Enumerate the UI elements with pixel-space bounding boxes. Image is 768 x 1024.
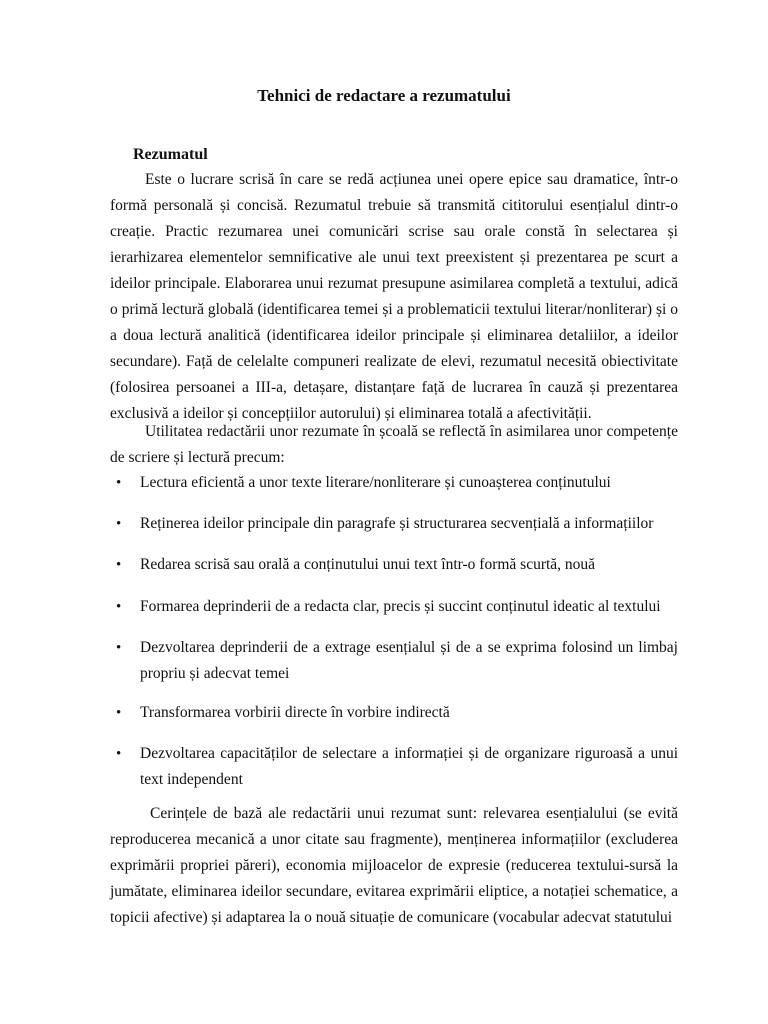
paragraph-utility: Utilitatea redactării unor rezumate în școală se reflectă în asimilarea unor competențe de scriere și lectură precum:: [110, 423, 678, 466]
paragraph-requirements: Cerințele de bază ale redactării unui rezumat sunt: relevarea esențialului (se evită reproducerea mecanică a unor citate sau fragmente), menținerea informațiilor (excluderea exprimării propriei păreri), economia mijloacelor de expresie (reducerea textului-sursă la jumătate, eliminarea ideilor secundare, evitarea exprimării eliptice, a notației schematice, a topicii afective) și adaptarea la o nouă situație de comunicare (vocabular adecvat statutului: [110, 805, 678, 926]
bullet-icon: •: [116, 557, 122, 573]
list-item-text: Redarea scrisă sau orală a conținutului unui text într-o formă scurtă, nouă: [140, 556, 596, 573]
document-title: Tehnici de redactare a rezumatului: [257, 86, 511, 105]
list-item: [110, 635, 678, 687]
list-item-text: Reținerea ideilor principale din paragrafe și structurarea secvențială a informațiilor: [140, 515, 654, 532]
list-item: [110, 552, 678, 578]
list-item-text: Transformarea vorbirii directe în vorbire indirectă: [140, 704, 450, 721]
list-item-text: Formarea deprinderii de a redacta clar, precis și succint conținutul ideatic al textului: [140, 598, 661, 615]
bullet-icon: •: [116, 599, 122, 615]
bullet-icon: •: [116, 516, 122, 532]
list-item: [110, 470, 678, 496]
list-item-text: Dezvoltarea capacităților de selectare a informației și de organizare riguroasă a unui text independent: [140, 745, 678, 788]
list-item: [110, 741, 678, 793]
list-item: [110, 511, 678, 537]
list-item: [110, 594, 678, 620]
bullet-icon: •: [116, 705, 122, 721]
bullet-icon: •: [116, 640, 122, 656]
paragraph-definition: Este o lucrare scrisă în care se redă acțiunea unei opere epice sau dramatice, într-o formă personală și concisă. Rezumatul trebuie să transmită cititorului esențialul dintr-o creație. Practic rezumarea unei comunicări scrise sau orale constă în selectarea și ierarhizarea elementelor semnificative ale unui text preexistent și prezentarea pe scurt a ideilor principale. Elaborarea unui rezumat presupune asimilarea completă a textului, adică o primă lectură globală (identificarea temei și a problematicii textului literar/nonliterar) și o a doua lectură analitică (identificarea ideilor principale și eliminarea detaliilor, a ideilor secundare). Față de celelalte compuneri realizate de elevi, rezumatul necesită obiectivitate (folosirea persoanei a III-a, detașare, distanțare față de lucrarea în cauză și prezentarea exclusivă a ideilor și concepțiilor autorului) și eliminarea totală a afectivității.: [110, 171, 678, 422]
bullet-icon: •: [116, 475, 122, 491]
list-item-text: Dezvoltarea deprinderii de a extrage esențialul și de a se exprima folosind un limbaj propriu și adecvat temei: [140, 639, 678, 682]
list-item: [110, 700, 678, 726]
list-item-text: Lectura eficientă a unor texte literare/nonliterare și cunoașterea conținutului: [140, 474, 611, 491]
section-heading: Rezumatul: [133, 146, 208, 163]
bullet-icon: •: [116, 746, 122, 762]
